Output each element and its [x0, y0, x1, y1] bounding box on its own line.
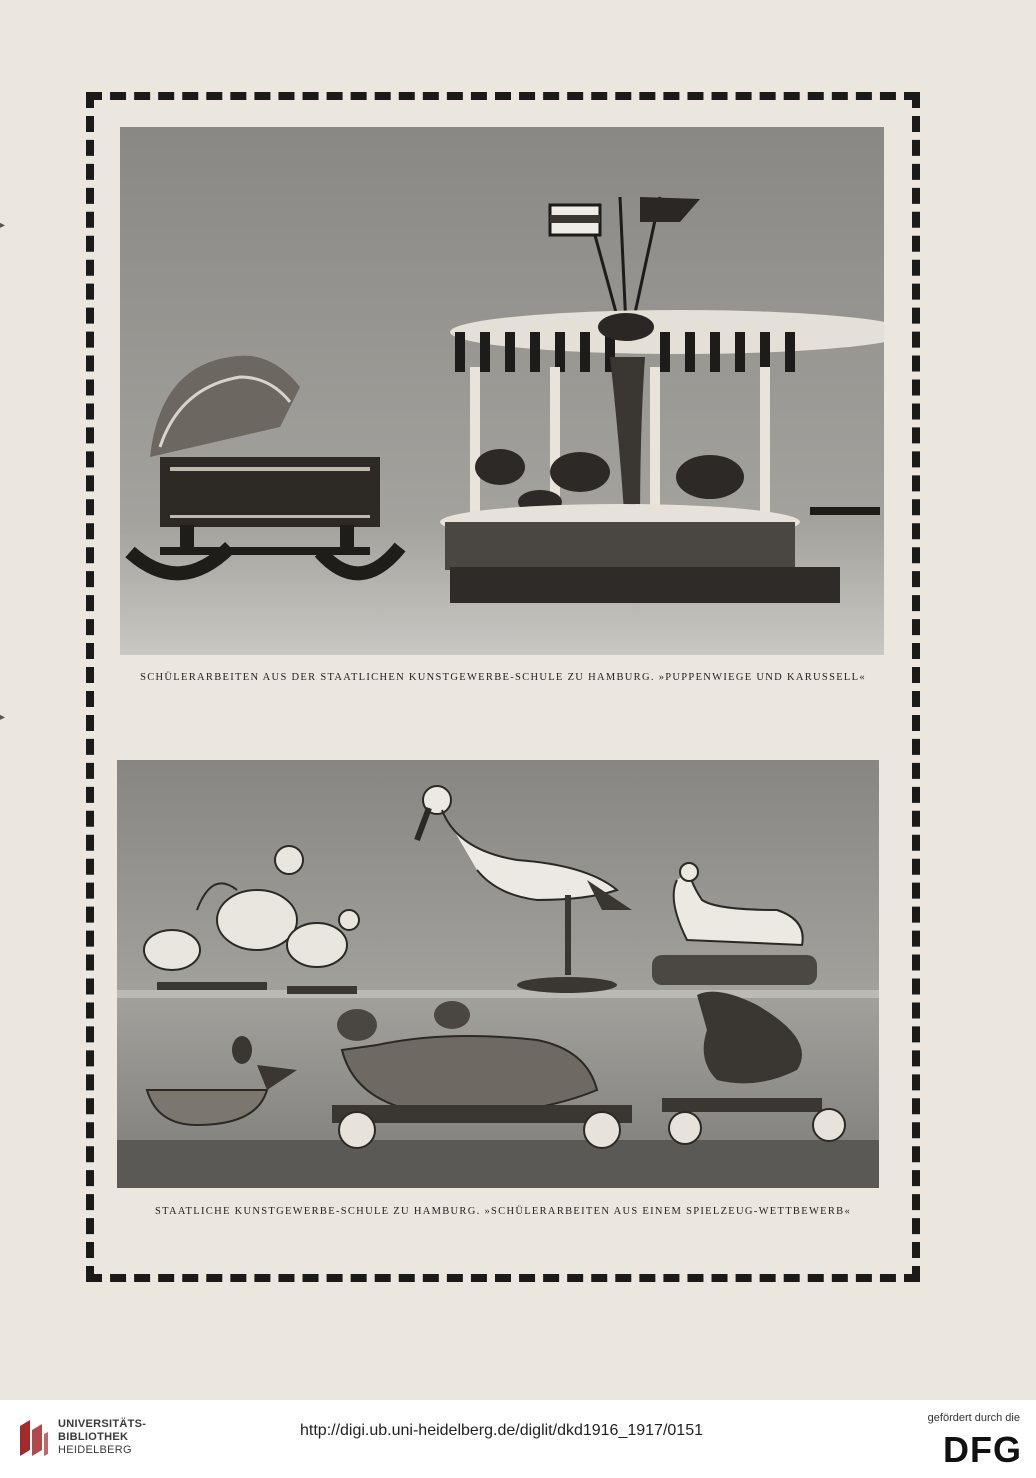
photo-doll-cradle-and-carousel: [120, 127, 884, 655]
permalink-url[interactable]: http://digi.ub.uni-heidelberg.de/diglit/dkd1916_1917/0151: [300, 1422, 703, 1439]
library-name-line: HEIDELBERG: [58, 1444, 132, 1456]
viewer-footer: [0, 1400, 1036, 1478]
dfg-logo: DFG: [943, 1429, 1022, 1470]
library-name-line: BIBLIOTHEK: [58, 1431, 129, 1443]
caption-plate-1: SCHÜLERARBEITEN AUS DER STAATLICHEN KUNSTGEWERBE-SCHULE ZU HAMBURG. »PUPPENWIEGE UND KARUSSELL«: [140, 672, 866, 683]
caption-plate-2: STAATLICHE KUNSTGEWERBE-SCHULE ZU HAMBURG. »SCHÜLERARBEITEN AUS EINEM SPIELZEUG-WETTBEWERB«: [154, 1206, 852, 1217]
page-edge-mark: ▸: [0, 712, 6, 723]
page-edge-mark: ▸: [0, 220, 6, 231]
photo-illustration: [117, 760, 879, 1188]
photo-illustration: [120, 127, 884, 655]
photo-toy-competition: [117, 760, 879, 1188]
library-name-line: UNIVERSITÄTS-: [58, 1418, 147, 1430]
library-name: [58, 1418, 146, 1457]
university-library-logo-icon: [16, 1416, 50, 1460]
funding-note: gefördert durch die: [927, 1412, 1020, 1424]
